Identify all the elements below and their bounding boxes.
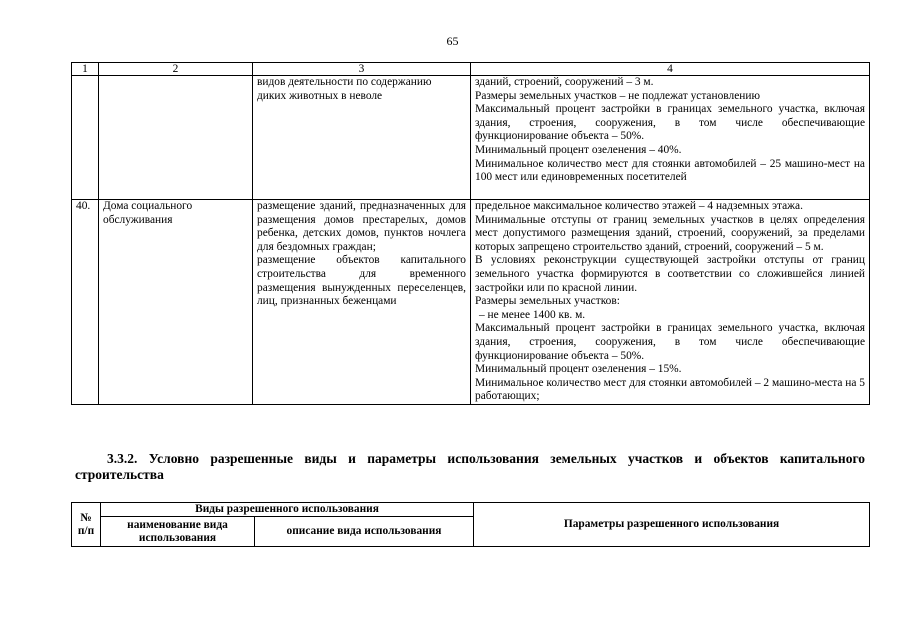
row-number-cell	[72, 76, 99, 200]
use-name-cell: Дома социального обслуживания	[99, 200, 253, 405]
row-number-cell: 40.	[72, 200, 99, 405]
use-name-header: наименование вида использования	[101, 517, 255, 547]
use-name-cell	[99, 76, 253, 200]
params-cell	[471, 200, 870, 405]
use-types-header: Виды разрешенного использования	[101, 503, 474, 517]
param-line: зданий, строений, сооружений – 3 м.	[475, 76, 654, 88]
param-line: В условиях реконструкции существующей застройки отступы от границ земельного участка формируются в соответствии со сложившейся линией застройки или по красной линии.	[475, 254, 865, 294]
table-row	[72, 200, 870, 405]
description-line: диких животных в неволе	[257, 89, 383, 102]
param-line: Размеры земельных участков – не подлежат установлению	[475, 89, 760, 102]
number-header: № п/п	[72, 503, 101, 547]
column-number: 1	[72, 63, 99, 76]
use-description-cell	[253, 200, 471, 405]
param-line: Размеры земельных участков:	[475, 295, 620, 308]
use-description-header: описание вида использования	[255, 517, 474, 547]
description-paragraph: размещение объектов капитального строительства для временного размещения вынужденных переселенцев, лиц, признанных беженцами	[257, 254, 466, 308]
param-line: предельное максимальное количество этажей – 4 надземных этажа.	[475, 200, 803, 212]
param-line: Максимальный процент застройки в границах земельного участка, включая здания, строения, сооружения, в том числе обеспечивающие функционирование объекта – 50%.	[475, 103, 865, 143]
use-description-cell	[253, 76, 471, 200]
param-line: Минимальный процент озеленения – 15%.	[475, 363, 682, 376]
param-line: Минимальные отступы от границ земельных участков в целях определения мест допустимого размещения зданий, строений, сооружений, за пределами которых запрещено строительство зданий, строений, сооружений – 5 м.	[475, 213, 865, 253]
conditional-use-table-header	[71, 502, 870, 547]
param-line: Минимальное количество мест для стоянки автомобилей – 2 машино-места на 5 работающих;	[475, 376, 865, 403]
column-number: 3	[253, 63, 471, 76]
column-number: 2	[99, 63, 253, 76]
page-number: 65	[446, 34, 459, 48]
column-number: 4	[471, 63, 870, 76]
section-heading: 3.3.2. Условно разрешенные виды и параметры использования земельных участков и объектов капитального строительства	[75, 451, 865, 482]
table-row	[72, 76, 870, 200]
description-paragraph: размещение зданий, предназначенных для размещения домов престарелых, домов ребенка, детских домов, пунктов ночлега для бездомных граждан;	[257, 200, 466, 253]
description-line: видов деятельности по содержанию	[257, 76, 432, 88]
land-use-table	[71, 62, 870, 405]
param-line: Минимальное количество мест для стоянки автомобилей – 25 машино-мест на 100 мест или единовременных посетителей	[475, 157, 865, 184]
params-cell	[471, 76, 870, 200]
param-line: Максимальный процент застройки в границах земельного участка, включая здания, строения, сооружения, в том числе обеспечивающие функционирование объекта – 50%.	[475, 322, 865, 362]
param-line: – не менее 1400 кв. м.	[479, 308, 586, 321]
column-number-row	[72, 63, 870, 76]
param-line: Минимальный процент озеленения – 40%.	[475, 143, 682, 156]
params-header: Параметры разрешенного использования	[474, 503, 870, 547]
